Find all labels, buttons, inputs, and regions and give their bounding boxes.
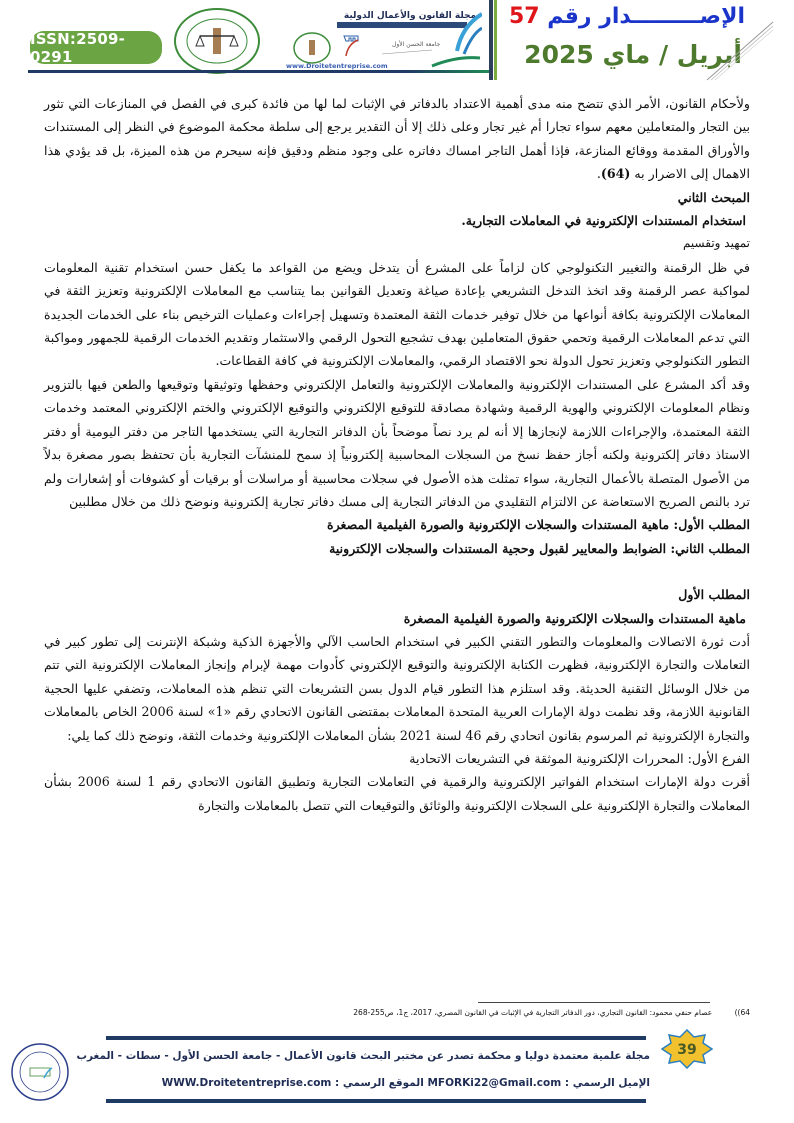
issue-date: أبريل / ماي 2025 <box>524 40 742 69</box>
svg-text:www.Droitetentreprise.com: www.Droitetentreprise.com <box>286 62 388 70</box>
spacer <box>44 560 750 583</box>
paragraph: أدت ثورة الاتصالات والمعلومات والتطور التقني الكبير في استخدام الحاسب الآلي والأجهزة الذكية وشبكة الإنترنت إلى تطور كبير في التعاملات والتجارة الإلكترونية، فظهرت الكتابة الإلكترونية والتوقيع الإلكتروني كأدوات مهمة لإبرام وإنجاز المعاملات الإلكترونية التي تتم من خلال الوسائل التقنية الحديثة. وقد استلزم هذا التطور قيام الدول بسن التشريعات التي تنظم هذه المعاملات، وتضفي عليها الحجية القانونية اللازمة، وقد نظمت دولة الإمارات العربية المتحدة المعاملات بمقتضى القانون الاتحادي رقم «1» لسنة 2006 الخاص بالمعاملات والتجارة الإلكترونية ثم المرسوم بقانون اتحادي رقم 46 لسنة 2021 بشأن المعاملات الإلكترونية وخدمات الثقة، ونوضح ذلك كما يلي: <box>44 633 750 743</box>
plan-item: المطلب الثاني: الضوابط والمعايير لقبول وحجية المستندات والسجلات الإلكترونية <box>329 540 750 556</box>
intro-label: تمهيد وتقسيم <box>682 236 750 251</box>
section-heading: المبحث الثاني <box>677 189 750 205</box>
page-number-badge <box>661 1029 713 1069</box>
footnote-number: 64)) <box>734 1008 750 1017</box>
email-link[interactable]: MFORKi22@Gmail.com <box>427 1077 562 1089</box>
branch-heading: الفرع الأول: المحررات الإلكترونية الموثقة في التشريعات الاتحادية <box>409 750 750 766</box>
footer-contact <box>100 1077 650 1089</box>
editor-seal-stamp <box>10 1042 70 1102</box>
article-body <box>44 92 750 817</box>
footnote-reference[interactable]: (64) <box>600 166 631 182</box>
email-label: الإميل الرسمي : <box>564 1077 650 1089</box>
subsection-heading: المطلب الأول <box>678 587 750 603</box>
plan-item: المطلب الأول: ماهية المستندات والسجلات الإلكترونية والصورة الفيلمية المصغرة <box>326 517 750 533</box>
header-separator <box>489 0 493 80</box>
footnote-text: عصام حنفي محمود: القانون التجاري، دور الدفاتر التجارية في الإثبات في القانون المصري، 2017، ج1، ص255-268 <box>353 1008 713 1017</box>
website-label: الموقع الرسمي : <box>335 1077 424 1089</box>
footnote <box>200 1008 750 1017</box>
issn-badge: ISSN:2509-0291 <box>30 31 162 64</box>
issue-label: الإصـــــــــدار رقم <box>547 4 745 29</box>
paragraph-text: ولأحكام القانون، الأمر الذي تتضح منه مدى أهمية الاعتداد بالدفاتر في الإثبات لما لها من فائدة كبرى في الفصل في المنازعات التي تثور بين التجار والمتعاملين معهم سواء تجارا أم غير تجار وعلى ذلك إلا أن التقدير يرجع إلى سلطة محكمة الموضوع في النظر إلى المستندات والأوراق المقدمة ووقائع المنازعة، فإذا أهمل التاجر امساك دفاتره على وجود منظم ودقيق فإنه سيحرم من هذه الميزة، بل قد يؤدي هذا الاهمال إلى الاضرار به <box>44 96 750 182</box>
paragraph: أقرت دولة الإمارات استخدام الفواتير الإلكترونية والرقمية في التعاملات التجارية وتطبيق القانون الاتحادي رقم 1 لسنة 2006 بشأن المعاملات والتجارة الإلكترونية على السجلات الإلكترونية والوثائق والتوقيعات التي تتصل بالمعاملات والتجارة <box>44 774 750 813</box>
paragraph: ولأحكام القانون، الأمر الذي تتضح منه مدى أهمية الاعتداد بالدفاتر في الإثبات لما لها من فائدة كبرى في الفصل في المنازعات التي تثور بين التجار والمتعاملين معهم سواء تجارا أم غير تجار وعلى ذلك إلا أن التقدير يرجع إلى سلطة محكمة الموضوع في النظر إلى المستندات والأوراق المقدمة ووقائع المنازعة، فإذا أهمل التاجر امساك دفاتره على وجود منظم ودقيق فإنه سيحرم من هذه الميزة، بل قد يؤدي هذا الاهمال إلى الاضرار به (64). <box>44 96 750 182</box>
footer-rule-top <box>106 1036 646 1040</box>
journal-banner-logo <box>282 6 482 71</box>
journal-name-text: مجلة القانون والأعمال الدولية <box>343 11 477 21</box>
footnote-separator <box>478 1002 710 1003</box>
subsection-title: ماهية المستندات والسجلات الإلكترونية والصورة الفيلمية المصغرة <box>403 610 746 626</box>
section-title: استخدام المستندات الإلكترونية في المعاملات التجارية. <box>461 213 746 229</box>
lab-seal-logo <box>172 6 262 76</box>
footer-rule-bottom <box>106 1099 646 1103</box>
header-rule <box>28 70 408 73</box>
footer-journal-description: مجلة علمية معتمدة دوليا و محكمة تصدر عن مختبر البحث قانون الأعمال - جامعة الحسن الأول - سطات - المغرب <box>76 1050 650 1062</box>
issue-number: 57 <box>508 4 540 29</box>
website-link[interactable]: WWW.Droitetentreprise.com <box>161 1077 332 1089</box>
page-header <box>0 0 794 90</box>
header-separator-green <box>494 0 497 80</box>
header-rule-accent <box>408 70 490 73</box>
paragraph: في ظل الرقمنة والتغيير التكنولوجي كان لزاماً على المشرع أن يتدخل ويضع من القواعد ما يكفل حسن استخدام تقنية المعلومات لمواكبة عصر الرقمنة وقد اتخذ التدخل التشريعي بإعادة صياغة وتعديل القوانين بما يتناسب مع المعاملات الإلكترونية وتعزيز الثقة في المعاملات الإلكترونية بكافة أنواعها من خلال توفير خدمات الثقة المعتمدة وتسهيل إجراءات وعمليات الترخيص بناء على الخدمات الجديدة التي تدعم المعاملات الرقمية وتحمي حقوق المتعاملين بهدف تشجيع التحول الرقمي والاستثمار وتقديم الخدمات الرقمية للجمهور ومواكبة التطور التكنولوجي وتعزيز تحول الدولة نحو الاقتصاد الرقمي، والمعاملات الإلكترونية في كافة القطاعات. <box>44 259 750 369</box>
decorative-slash <box>705 20 775 82</box>
page-number: 39 <box>677 1042 697 1058</box>
paragraph: وقد أكد المشرع على المستندات الإلكترونية والمعاملات الإلكترونية والتعامل الإلكتروني وحفظها وتوثيقها وتوقيعها والطعن فيها بالتزوير ونظام المعلومات الإلكتروني والهوية الرقمية وشهادة مصادقة للتوقيع الإلكتروني والتوقيع الإلكتروني والختم الإلكتروني المعتمد وخدمات الثقة المعتمدة، والإجراءات اللازمة لإنجازها إلا أنه لم يرد نصاً موضحاً بأن الدفاتر التجارية التي يستخدمها التاجر من دفتر اليومية أو دفتر الاستاذ دفاتر إلكترونية ولكنه أجاز حفظ نسخ من السجلات المحاسبية إلكترونياً إذ سمح للمنشآت التجارية بأن تحتفظ بصور مصغرة بدلاً من الأصول المتصلة بالأعمال التجارية، سواء تمثلت هذه الأصول في سجلات محاسبية أو مراسلات أو برقيات أو كشوفات أو إشعارات ولم ترد بالنص الصريح الاستعاضة عن الالتزام التقليدي من الدفاتر التجارية إلى مسك دفاتر تجارية إلكترونية ونوضح ذلك من خلال مطلبين <box>44 376 750 509</box>
svg-text:جامعة الحسن الأول: جامعة الحسن الأول <box>392 41 441 48</box>
